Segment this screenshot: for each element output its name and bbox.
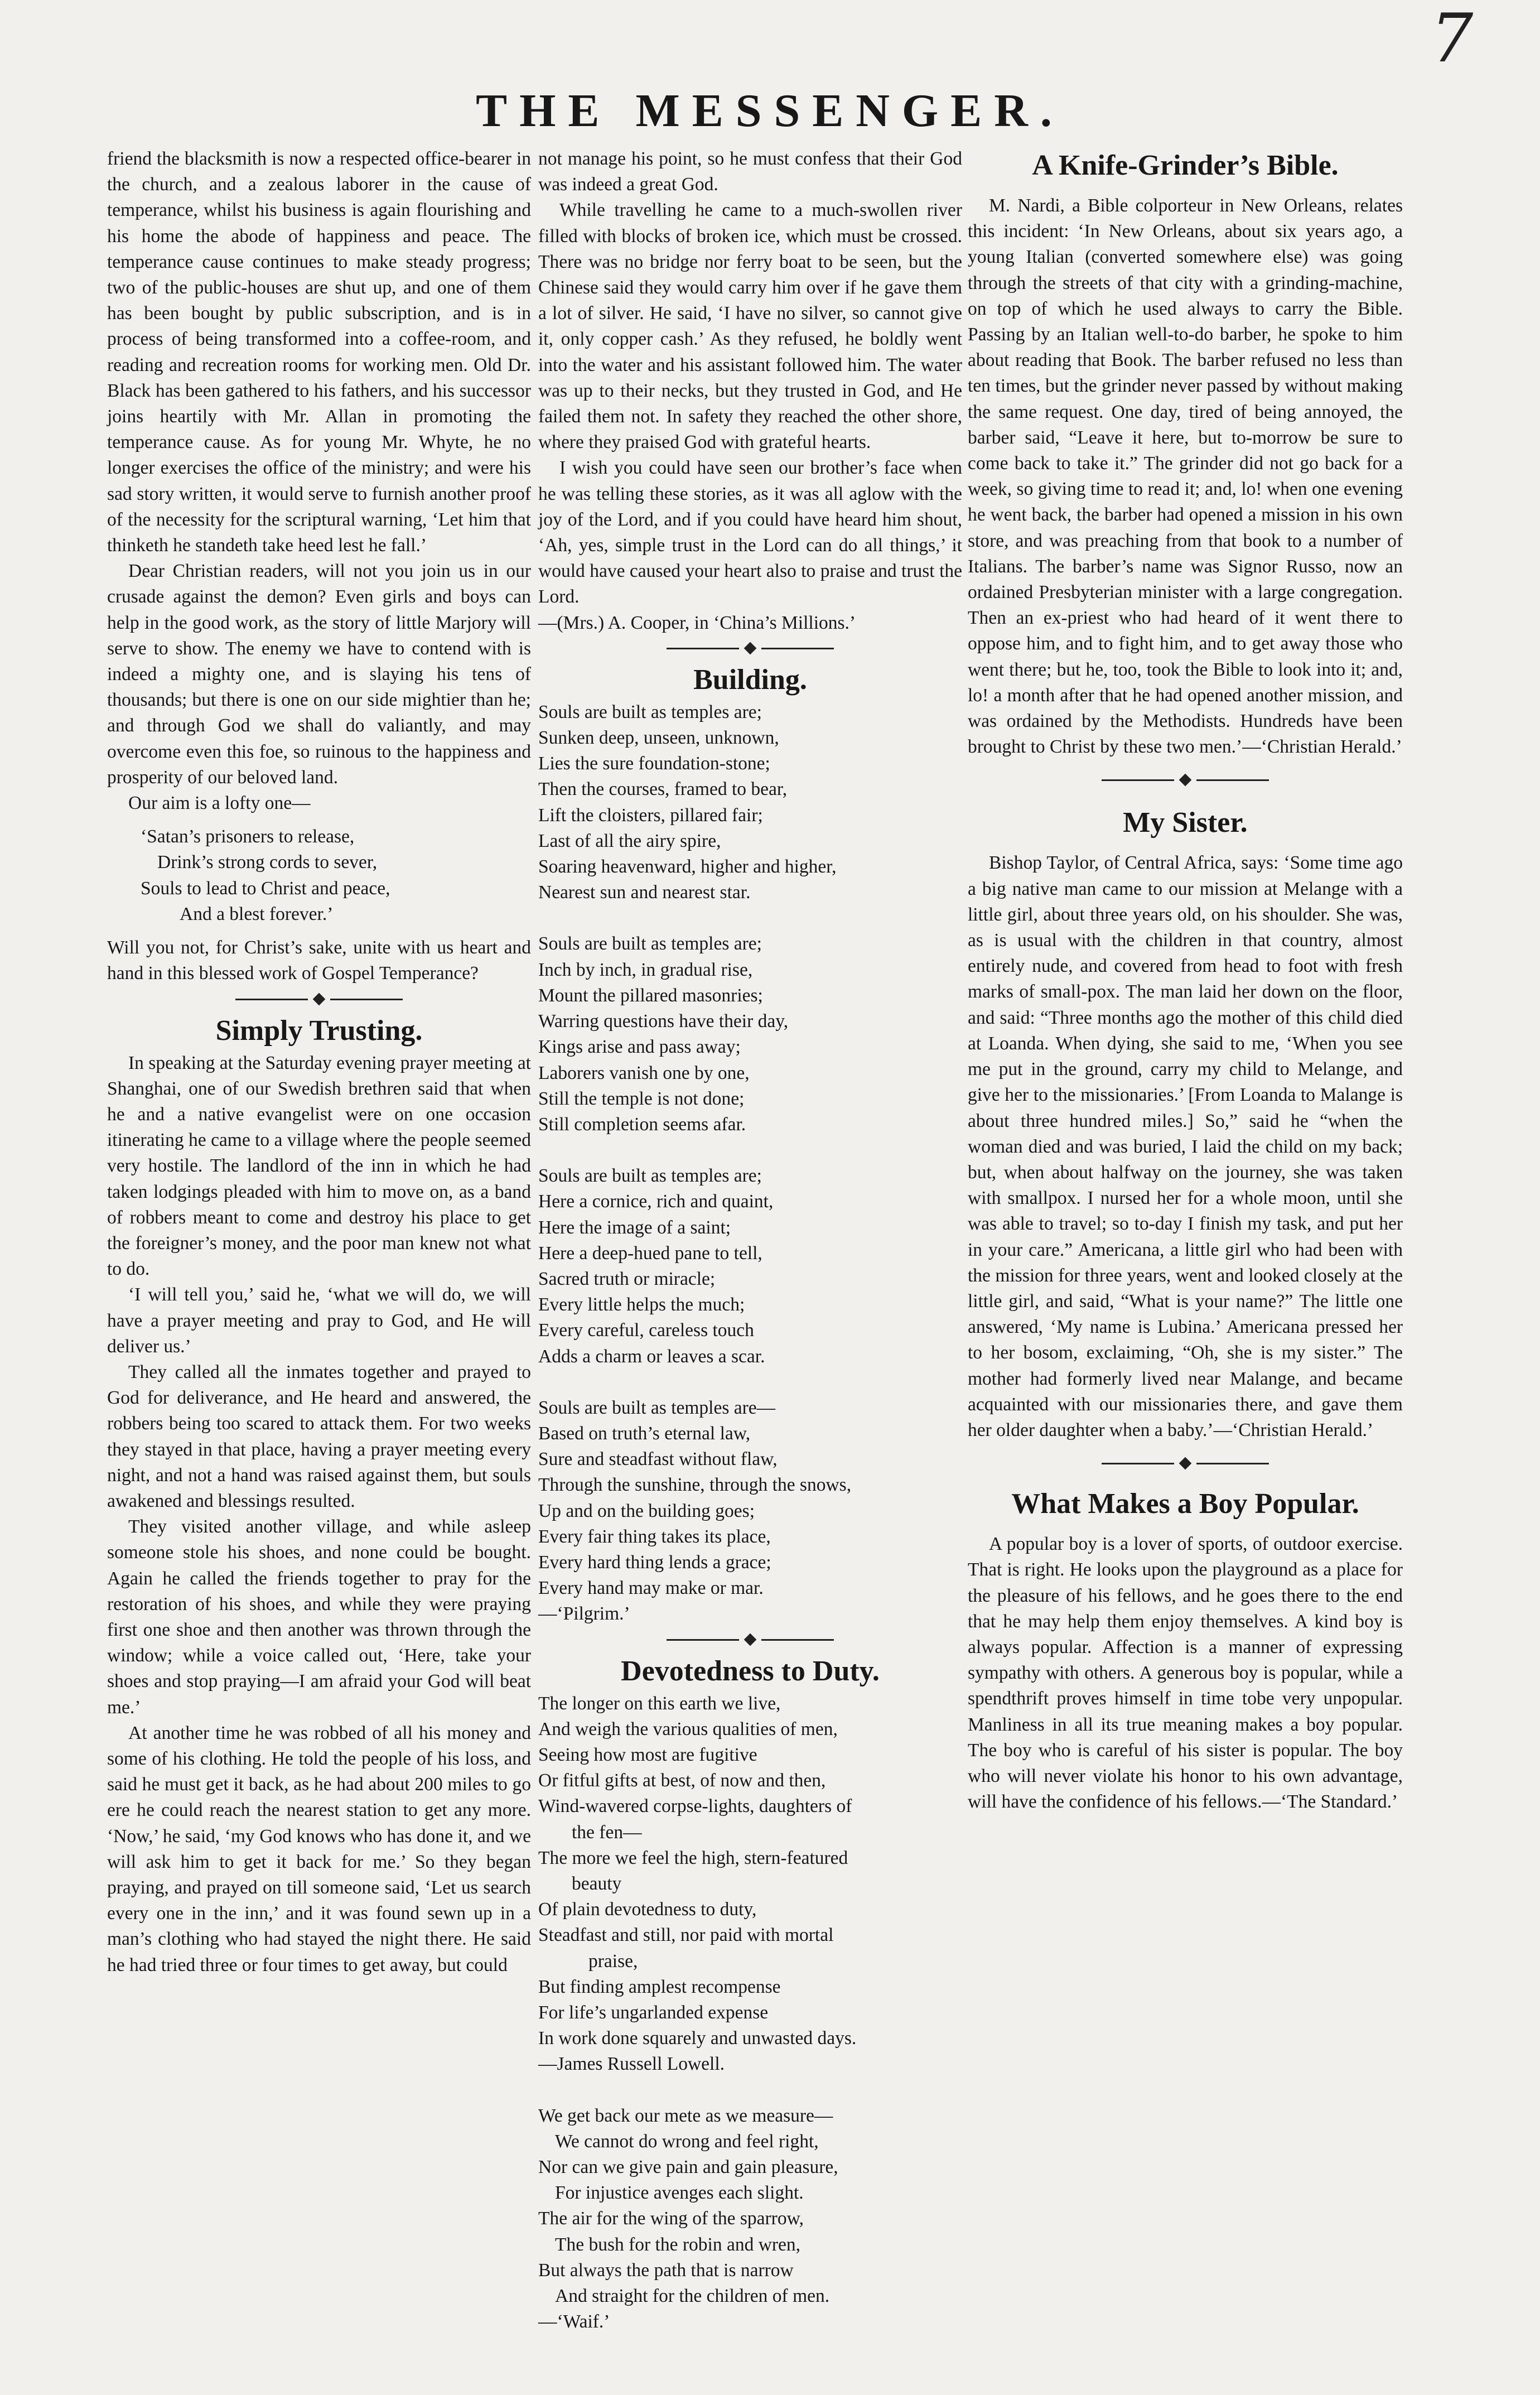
verse-line: Souls are built as temples are;: [538, 933, 762, 955]
verse-line: Drink’s strong cords to sever,: [157, 852, 378, 873]
column-2: [538, 146, 962, 2335]
verse-line: Nearest sun and nearest star.: [538, 882, 751, 903]
verse-line: Lift the cloisters, pillared fair;: [538, 804, 763, 826]
paragraph: not manage his point, so he must confess that their God was indeed a great God.: [538, 148, 962, 195]
verse-line: Still the temple is not done;: [538, 1088, 745, 1109]
verse-line: Steadfast and still, nor paid with mortal: [538, 1925, 834, 1946]
paragraph: They visited another village, and while asleep someone stole his shoes, and none could be bought. Again he called the friends together to pray for the restoration of his shoes, and while they were praying first one shoe and then another was thrown through the window; while a voice called out, ‘Here, take your shoes and stop praying—I am afraid your God will beat me.’: [107, 1516, 531, 1718]
verse-line: The longer on this earth we live,: [538, 1693, 781, 1714]
verse-line: The bush for the robin and wren,: [555, 2234, 801, 2255]
verse-line: Souls to lead to Christ and peace,: [141, 878, 390, 899]
verse-line: Through the sunshine, through the snows,: [538, 1474, 852, 1496]
verse-line: Sunken deep, unseen, unknown,: [538, 727, 779, 749]
paragraph: friend the blacksmith is now a respected office-bearer in the church, and a zealous laborer in the cause of temperance, whilst his business is again flourishing and his home the abode of happiness and peace. The temperance cause continues to make steady progress; two of the public-houses are shut up, and one of them has been bought by public subscription, and is in process of being transformed into a coffee-room, and reading and recreation rooms for working men. Old Dr. Black has been gathered to his fathers, and his successor joins heartily with Mr. Allan in promoting the temperance cause. As for young Mr. Whyte, he no longer exercises the office of the ministry; and were his sad story written, it would serve to furnish another proof of the necessity for the scriptural warning, ‘Let him that thinketh he standeth take heed lest he fall.’: [107, 148, 531, 556]
page-number: 7: [1431, 0, 1474, 78]
paragraph: I wish you could have seen our brother’s face when he was telling these stories, as it was all aglow with the joy of the Lord, and if you could have heard him shout, ‘Ah, yes, simple trust in the Lord can do all things,’ it would have caused your heart also to praise and trust the Lord.: [538, 457, 962, 608]
verse-line: Every fair thing takes its place,: [538, 1526, 771, 1547]
article-heading: Devotedness to Duty.: [621, 1655, 880, 1687]
verse-line: Sacred truth or miracle;: [538, 1268, 716, 1289]
verse-line: Based on truth’s eternal law,: [538, 1423, 751, 1444]
verse-line: Kings arise and pass away;: [538, 1037, 741, 1058]
verse-line: Every hand may make or mar.: [538, 1578, 764, 1599]
verse-line: ‘Satan’s prisoners to release,: [141, 826, 355, 847]
paragraph: Will you not, for Christ’s sake, unite with us heart and hand in this blessed work of Gospel Temperance?: [107, 937, 531, 984]
section-divider: [1102, 772, 1269, 788]
verse-line: Every little helps the much;: [538, 1294, 745, 1315]
verse-line: But finding amplest recompense: [538, 1976, 781, 1997]
verse-line: the fen—: [572, 1821, 642, 1843]
verse-line: Of plain devotedness to duty,: [538, 1899, 757, 1920]
verse-line: Sure and steadfast without flaw,: [538, 1449, 778, 1470]
paragraph: They called all the inmates together and prayed to God for deliverance, and He heard and answered, the robbers being too scared to attack them. For two weeks they stayed in that place, having a prayer meeting every night, and not a hand was raised against them, but souls awakened and blessings resulted.: [107, 1361, 531, 1511]
article-heading: My Sister.: [1123, 807, 1248, 839]
attribution: —James Russell Lowell.: [538, 2054, 725, 2075]
paragraph: Our aim is a lofty one—: [128, 793, 311, 814]
paragraph: M. Nardi, a Bible colporteur in New Orleans, relates this incident: ‘In New Orleans, about six years ago, a young Italian (converted somewhere else) was going through the streets of that city with a grinding-machine, on top of which he used always to carry the Bible. Passing by an Italian well-to-do barber, he spoke to him about reading that Book. The barber refused no less than ten times, but the grinder never passed by without making the same request. One day, tired of being annoyed, the barber said, “Leave it here, but to-morrow be sure to come back to take it.” The grinder did not go back for a week, so giving time to read it; and, lo! when one evening he went back, the barber had opened a mission in his own store, and was preaching from that book to a number of Italians. The barber’s name was Signor Russo, now an ordained Presbyterian minister with a large congregation. Then an ex-priest who had heard of it went there to oppose him, and to fight him, and to get away those who went there; but he, too, took the Bible to look into it; and, lo! a month after that he had opened another mission, and was ordained by the Methodists. Hundreds have been brought to Christ by these two men.’—‘Christian Herald.’: [968, 195, 1403, 758]
verse-line: But always the path that is narrow: [538, 2259, 794, 2281]
verse-line: And a blest forever.’: [180, 903, 334, 924]
verse-line: Then the courses, framed to bear,: [538, 779, 788, 800]
verse-line: Laborers vanish one by one,: [538, 1062, 750, 1083]
verse-line: Nor can we give pain and gain pleasure,: [538, 2157, 838, 2178]
verse-line: Inch by inch, in gradual rise,: [538, 959, 753, 980]
article-heading: What Makes a Boy Popular.: [1011, 1488, 1359, 1520]
paragraph: While travelling he came to a much-swollen river filled with blocks of broken ice, which must be crossed. There was no bridge nor ferry boat to be seen, but the Chinese said they would carry him over if he gave them a lot of silver. He said, ‘I have no silver, so cannot give it, only copper cash.’ As they refused, he boldly went into the water and his assistant followed him. The water was up to their necks, but they trusted in God, and He failed them not. In safety they reached the other shore, where they praised God with grateful hearts.: [538, 200, 962, 453]
verse-line: Still completion seems afar.: [538, 1114, 746, 1135]
column-3: [968, 146, 1403, 1815]
verse-line: Soaring heavenward, higher and higher,: [538, 856, 837, 878]
article-heading: Building.: [693, 663, 807, 696]
attribution: —‘Waif.’: [538, 2311, 610, 2333]
article-heading: A Knife-Grinder’s Bible.: [1032, 150, 1339, 181]
paragraph: A popular boy is a lover of sports, of outdoor exercise. That is right. He looks upon the playground as a place for the pleasure of his fellows, and he goes there to the end that he may help them enjoy themselves. A kind boy is always popular. Affection is a manner of expressing sympathy with others. A generous boy is popular, while a spendthrift proves himself in time tobe very unpopular. Manliness in all its true meaning makes a boy popular. The boy who is careful of his sister is popular. The boy who will never violate his honor to his own advantage, will have the confidence of his fellows.—‘The Standard.’: [968, 1534, 1403, 1813]
paragraph: Bishop Taylor, of Central Africa, says: ‘Some time ago a big native man came to our mission at Melange with a little girl, about three years old, on his shoulder. She was, as is usual with the children in that country, almost entirely nude, and covered from head to foot with fresh marks of small-pox. The man laid her down on the floor, and said: “Three months ago the mother of this child died at Loanda. When dying, she said to me, ‘When you see me put in the ground, carry my child to Melange, and give her to the missionaries.’ [From Loanda to Malange is about three hundred miles.] So,” said he “when the woman died and was buried, I laid the child on my back; but, when about halfway on the journey, she was taken with smallpox. I nursed her for a whole moon, until she was able to travel; so to-day I finish my task, and put her in your care.” Americana, a little girl who had been with the mission for three years, went and looked closely at the little girl, and said, “What is your name?” The little one answered, ‘My name is Lubina.’ Americana pressed her to her bosom, exclaiming, “Oh, she is my sister.” The mother had formerly lived near Malange, and became acquainted with our missionaries there, and gave them her older daughter when a baby.’—‘Christian Herald.’: [968, 852, 1403, 1440]
section-divider: [1102, 1456, 1269, 1471]
masthead-title: THE MESSENGER.: [476, 85, 1064, 137]
verse-line: Lies the sure foundation-stone;: [538, 753, 770, 774]
verse-line: Warring questions have their day,: [538, 1011, 789, 1032]
verse-line: Every careful, careless touch: [538, 1320, 754, 1341]
verse-line: Up and on the building goes;: [538, 1500, 755, 1521]
article-heading: Simply Trusting.: [215, 1014, 423, 1047]
verse-line: The air for the wing of the sparrow,: [538, 2208, 804, 2229]
paragraph: At another time he was robbed of all his money and some of his clothing. He told the people of his loss, and said he must get it back, as he had about 200 miles to go ere he could reach the nearest station to get any more. ‘Now,’ he said, ‘my God knows who has done it, and we will ask him to get it back for me.’ So they began praying, and prayed on till someone said, ‘Let us search every one in the inn,’ and it was found sewn up in a man’s clothing who had stayed the night there. He said he had tried three or four times to get away, but could: [107, 1722, 531, 1975]
verse-line: We cannot do wrong and feel right,: [555, 2131, 819, 2152]
verse-line: beauty: [572, 1873, 622, 1894]
verse-line: In work done squarely and unwasted days.: [538, 2028, 857, 2049]
attribution: —(Mrs.) A. Cooper, in ‘China’s Millions.’: [538, 612, 856, 633]
verse-line: Here a cornice, rich and quaint,: [538, 1191, 774, 1212]
verse-line: And straight for the children of men.: [555, 2286, 830, 2307]
verse-line: Adds a charm or leaves a scar.: [538, 1346, 765, 1367]
poem-devotedness: [538, 1691, 962, 2335]
verse-line: Souls are built as temples are;: [538, 1165, 762, 1187]
verse-line: Wind-wavered corpse-lights, daughters of: [538, 1796, 852, 1817]
temperance-verse: [107, 824, 531, 927]
verse-line: We get back our mete as we measure—: [538, 2105, 833, 2126]
verse-line: And weigh the various qualities of men,: [538, 1718, 838, 1739]
paragraph: ‘I will tell you,’ said he, ‘what we will do, we will have a prayer meeting and pray to God, and He will deliver us.’: [107, 1284, 531, 1357]
poem-building: [538, 700, 962, 1627]
column-1: [107, 146, 531, 1978]
verse-line: Souls are built as temples are;: [538, 701, 762, 722]
verse-line: Here the image of a saint;: [538, 1217, 731, 1238]
section-divider: [667, 640, 834, 656]
verse-line: Mount the pillared masonries;: [538, 985, 763, 1006]
verse-line: Seeing how most are fugitive: [538, 1744, 757, 1765]
verse-line: For injustice avenges each slight.: [555, 2182, 804, 2204]
verse-line: Every hard thing lends a grace;: [538, 1551, 771, 1573]
section-divider: [235, 991, 403, 1007]
verse-line: Here a deep-hued pane to tell,: [538, 1242, 762, 1264]
paragraph: In speaking at the Saturday evening prayer meeting at Shanghai, one of our Swedish brethren said that when he and a native evangelist were on one occasion itinerating he came to a village where the people seemed very hostile. The landlord of the inn in which he had taken lodgings pleaded with him to move on, as a band of robbers meant to come and destroy his place to get the foreigner’s money, and the poor man knew not what to do.: [107, 1052, 531, 1280]
verse-line: Or fitful gifts at best, of now and then,: [538, 1770, 826, 1791]
verse-line: Last of all the airy spire,: [538, 830, 721, 851]
attribution: —‘Pilgrim.’: [538, 1603, 630, 1625]
verse-line: The more we feel the high, stern-featured: [538, 1847, 848, 1868]
verse-line: praise,: [588, 1950, 638, 1972]
verse-line: For life’s ungarlanded expense: [538, 2002, 769, 2023]
paragraph: Dear Christian readers, will not you join us in our crusade against the demon? Even girls and boys can help in the good work, as the story of little Marjory will serve to show. The enemy we have to contend with is indeed a mighty one, and is slaying his tens of thousands; but there is one on our side mightier than he; and through God we shall do valiantly, and may overcome even this foe, so ruinous to the happiness and prosperity of our beloved land.: [107, 561, 531, 788]
verse-line: Souls are built as temples are—: [538, 1397, 776, 1418]
section-divider: [667, 1632, 834, 1647]
